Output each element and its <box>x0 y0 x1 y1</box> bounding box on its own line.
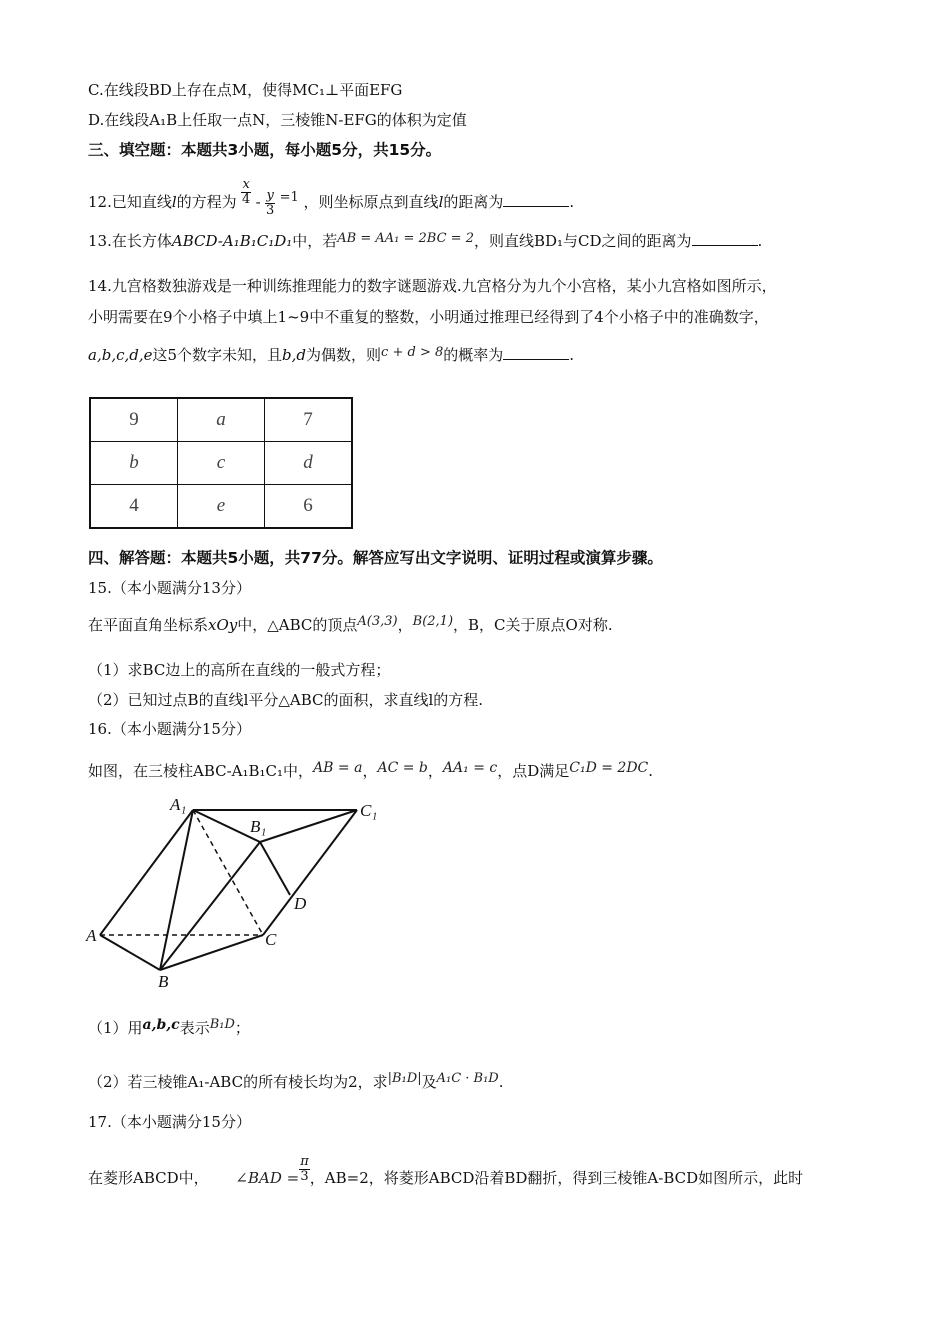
question-15-stem: 在平面直角坐标系xOy中，△ABC的顶点A(3,3)，B(2,1)，B，C关于原点O对称. <box>88 614 613 634</box>
edge-A-B <box>100 935 160 970</box>
edge-B1-C1 <box>260 810 357 842</box>
edge-A1-B <box>160 810 193 970</box>
answer-blank-14 <box>503 345 569 360</box>
edge-B-C <box>160 935 263 970</box>
grid-cell: 9 <box>90 398 178 442</box>
sudoku-grid <box>89 397 353 529</box>
answer-blank-12 <box>503 192 569 207</box>
label-C: C <box>265 930 277 949</box>
grid-cell: d <box>265 442 353 485</box>
edge-A-A1 <box>100 810 193 935</box>
question-15-part1: （1）求BC边上的高所在直线的一般式方程； <box>88 661 391 679</box>
grid-cell: 6 <box>265 485 353 529</box>
label-D: D <box>294 894 307 913</box>
question-16-stem: 如图，在三棱柱ABC-A₁B₁C₁中，AB = a，AC = b，AA₁ = c，点D满足C₁D = 2DC. <box>88 760 654 780</box>
grid-cell: e <box>178 485 265 529</box>
label-C1: C₁ <box>360 801 378 820</box>
question-14-line3: a,b,c,d,e这5个数字未知，且b,d为偶数，则c + d > 8的概率为 . <box>88 345 575 364</box>
grid-cell: 4 <box>90 485 178 529</box>
label-B1: B₁ <box>250 817 267 836</box>
label-A: A <box>86 926 97 945</box>
option-c: C.在线段BD上存在点M，使得MC₁⊥平面EFG <box>88 81 403 99</box>
question-16-part2: （2）若三棱锥A₁-ABC的所有棱长均为2，求|B₁D|及A₁C · B₁D. <box>88 1071 504 1091</box>
question-16-part1: （1）用a,b,c表示B₁D； <box>88 1017 250 1037</box>
section4-title: 四、解答题：本题共5小题，共77分。解答应写出文字说明、证明过程或演算步骤。 <box>88 549 663 567</box>
prism-figure <box>80 790 390 995</box>
option-d: D.在线段A₁B上任取一点N，三棱锥N-EFG的体积为定值 <box>88 111 467 129</box>
question-14-line2: 小明需要在9个小格子中填上1~9中不重复的整数，小明通过推理已经得到了4个小格子中的准确数字， <box>88 308 769 326</box>
question-12: 12.已知直线l的方程为 $\frac{x}{4}$ - $\frac{y}{3}$ =1 ，则坐标原点到直线l的距离为 . <box>88 176 575 218</box>
question-15-header: 15.（本小题满分13分） <box>88 579 251 597</box>
question-15-part2: （2）已知过点B的直线l平分△ABC的面积，求直线l的方程. <box>88 691 484 709</box>
grid-cell: a <box>178 398 265 442</box>
edge-B1-D <box>260 842 290 895</box>
question-16-header: 16.（本小题满分15分） <box>88 720 251 738</box>
edge-B-B1 <box>160 842 260 970</box>
question-17-header: 17.（本小题满分15分） <box>88 1113 251 1131</box>
label-A1: A₁ <box>170 795 187 814</box>
question-13: 13.在长方体ABCD-A₁B₁C₁D₁中，若AB = AA₁ = 2BC = 2，则直线BD₁与CD之间的距离为 . <box>88 231 763 250</box>
question-14-line1: 14.九宫格数独游戏是一种训练推理能力的数字谜题游戏.九宫格分为九个小宫格，某小九宫格如图所示， <box>88 277 777 295</box>
answer-blank-13 <box>692 231 758 246</box>
grid-cell: c <box>178 442 265 485</box>
label-B: B <box>158 972 169 991</box>
grid-cell: 7 <box>265 398 353 442</box>
grid-cell: b <box>90 442 178 485</box>
question-17-stem: 在菱形ABCD中， ∠BAD = $\frac{\pi}{3}$ ，AB=2，将菱形ABCD沿着BD翻折，得到三棱锥A-BCD如图所示，此时 <box>88 1153 804 1187</box>
section3-title: 三、填空题：本题共3小题，每小题5分，共15分。 <box>88 141 442 159</box>
